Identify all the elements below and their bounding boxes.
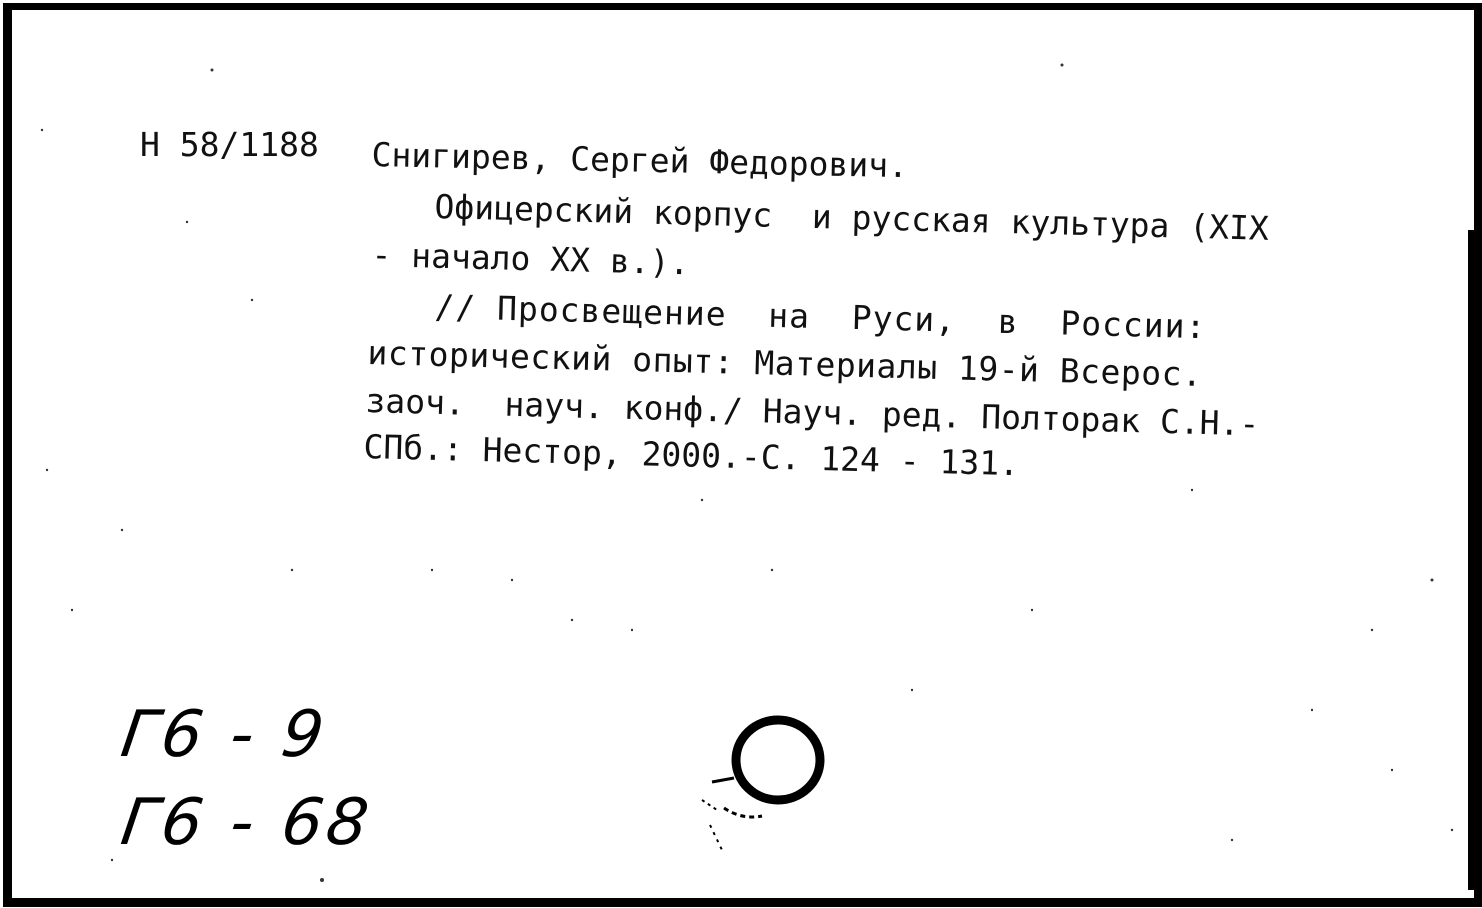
circle-mark-icon: [672, 700, 842, 870]
title-line-1: Офицерский корпус и русская культура (XIX: [434, 187, 1270, 248]
source-line-1: // Просвещение на Руси, в России:: [434, 287, 1207, 347]
source-line-2: исторический опыт: Материалы 19-й Всерос.: [367, 333, 1203, 394]
handwritten-code-1: Г6 - 9: [116, 698, 333, 772]
source-line-3: заоч. науч. конф./ Науч. ред. Полторак С.Н.-: [365, 381, 1260, 444]
author-heading: Снигирев, Сергей Федорович.: [371, 135, 909, 186]
title-line-2: - начало XX в.).: [371, 235, 690, 283]
handwritten-code-2: Г6 - 68: [116, 786, 377, 860]
shelfmark: Н 58/1188: [140, 125, 319, 164]
card-edge-shadow: [1468, 230, 1474, 890]
source-line-4: СПб.: Нестор, 2000.-С. 124 - 131.: [363, 427, 1020, 484]
catalog-card: [3, 3, 1482, 907]
